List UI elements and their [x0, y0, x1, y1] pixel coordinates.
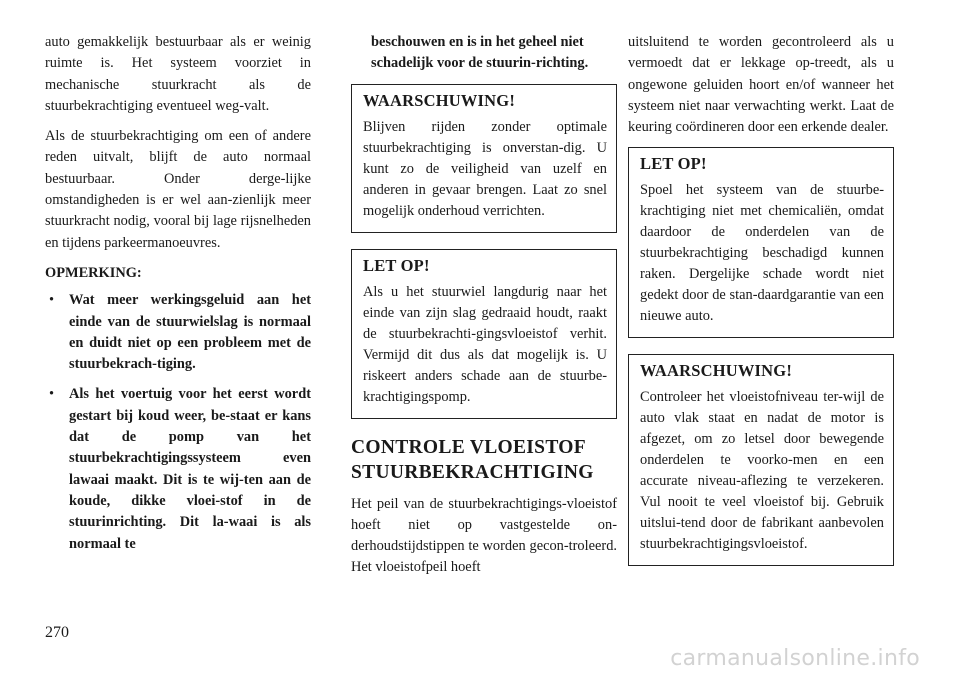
caution-title: LET OP! — [640, 154, 707, 174]
warning-title: WAARSCHUWING! — [363, 90, 516, 110]
body-paragraph: Het peil van de stuurbekrachtigings-vloeistof hoeft niet op vastgestelde on-derhoudstijdstippen te worden gecon-troleerd. Het vloeistofpeil hoeft — [351, 495, 617, 576]
bullet-text: Wat meer werkingsgeluid aan het einde van de stuurwielslag is normaal en duidt niet op een probleem met de stuurbekrach-tiging. — [69, 292, 311, 373]
warning-title: WAARSCHUWING! — [640, 361, 793, 381]
body-paragraph: Als de stuurbekrachtiging om een of andere reden uitvalt, blijft de auto normaal bestuurbaar. Onder derge-lijke omstandigheden is er wel aan-zienlijk meer stuurkracht nodig, vooral bij lage rijsnelheden en tijdens parkeermanoeuvres. — [45, 128, 311, 251]
caution-title: LET OP! — [363, 255, 430, 275]
bullet-icon: • — [49, 292, 55, 309]
column-2 — [351, 32, 617, 588]
caution-box — [351, 249, 617, 419]
column-1 — [45, 32, 311, 564]
warning-text: Blijven rijden zonder optimale stuurbekrachtiging is onverstan-dig. U kunt zo de veiligheid van uzelf en anderen in gevaar brengen. Laat zo snel mogelijk onderhoud verrichten. — [363, 118, 607, 219]
bullet-text: Als het voertuig voor het eerst wordt gestart bij koud weer, be-staat er kans dat de pomp van het stuurbekrachtigingssysteem even lawaai maakt. Dit is te wij-ten aan de koude, dikke vloei-stof in de stuurinrichting. Dit la-waai is als normaal te — [69, 386, 311, 552]
bullet-continuation: beschouwen en is in het geheel niet schadelijk voor de stuurin-richting. — [371, 34, 589, 72]
caution-text: Als u het stuurwiel langdurig naar het einde van zijn slag gedraaid houdt, raakt de stuurbekrachti-gingsvloeistof verhit. Vermijd dit dus als dat mogelijk is. U riskeert anders schade aan de stuurbe-krachtigingspomp. — [363, 283, 607, 405]
column-3 — [628, 32, 894, 582]
list-item — [45, 290, 311, 375]
list-item — [45, 384, 311, 554]
page-number: 270 — [45, 624, 69, 641]
note-bullet-list — [45, 290, 311, 555]
warning-text: Controleer het vloeistofniveau ter-wijl de auto vlak staat en nadat de motor is afgezet, om zo letsel door bewegende onderdelen te voorko-men en een accurate niveau-aflezing te verzekeren. Vul nooit te veel vloeistof bij. Gebruik uitslui-tend door de fabrikant aanbevolen stuurbekrachtigingsvloeistof. — [640, 389, 884, 553]
warning-box — [351, 84, 617, 233]
warning-box — [628, 354, 894, 566]
note-label: OPMERKING: — [45, 264, 142, 281]
section-heading: CONTROLE VLOEISTOF STUURBEKRACHTIGING — [351, 436, 594, 483]
caution-text: Spoel het systeem van de stuurbe-krachtiging niet met chemicaliën, omdat daardoor de onderdelen van de stuurbekrachtiging beschadigd kunnen raken. Dergelijke schade wordt niet gedekt door de stan-daardgarantie van een nieuwe auto. — [640, 182, 884, 325]
bullet-icon: • — [49, 386, 55, 403]
body-paragraph: auto gemakkelijk bestuurbaar als er weinig ruimte is. Het systeem voorziet in mechanische stuurkracht als de stuurbekrachtiging eventueel weg-valt. — [45, 34, 311, 114]
body-paragraph: uitsluitend te worden gecontroleerd als u vermoedt dat er lekkage op-treedt, als u ongewone geluiden hoort en/of wanneer het systeem niet naar verwachting werkt. Laat de keuring coördineren door een erkende dealer. — [628, 34, 894, 136]
caution-box — [628, 147, 894, 338]
watermark-text: carmanualsonline.info — [670, 646, 920, 671]
